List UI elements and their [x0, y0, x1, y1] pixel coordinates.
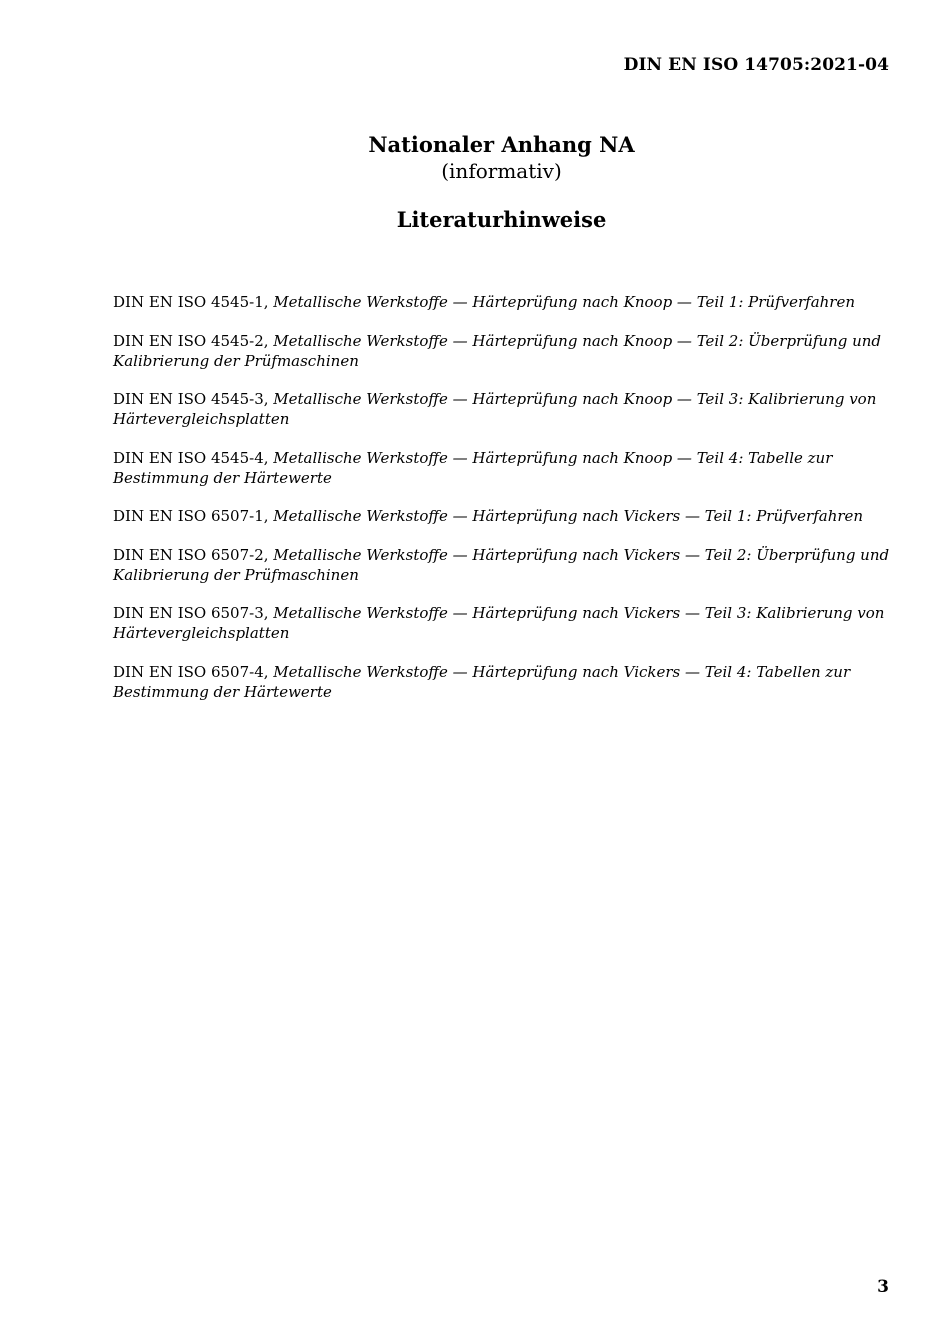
reference-item	[113, 331, 893, 371]
reference-item	[113, 292, 893, 312]
section-title: Literaturhinweise	[396, 207, 607, 232]
reference-title: Metallische Werkstoffe — Härteprüfung nach Knoop — Teil 1: Prüfverfahren	[273, 293, 856, 311]
reference-title: Metallische Werkstoffe — Härteprüfung nach Vickers — Teil 3: Kalibrierung von Härtevergleichsplatten	[113, 604, 885, 642]
reference-item	[113, 603, 893, 643]
annex-subtitle: (informativ)	[441, 159, 562, 183]
document-id: DIN EN ISO 14705:2021-04	[623, 55, 889, 75]
reference-title: Metallische Werkstoffe — Härteprüfung nach Knoop — Teil 3: Kalibrierung von Härtevergleichsplatten	[113, 390, 877, 428]
annex-title: Nationaler Anhang NA	[368, 132, 635, 157]
reference-title: Metallische Werkstoffe — Härteprüfung nach Knoop — Teil 2: Überprüfung und Kalibrierung der Prüfmaschinen	[113, 331, 882, 370]
reference-number: DIN EN ISO 4545-1,	[113, 293, 269, 311]
reference-item	[113, 389, 893, 429]
reference-list	[113, 292, 893, 720]
page-number: 3	[877, 1277, 889, 1297]
reference-number: DIN EN ISO 6507-1,	[113, 507, 269, 525]
reference-item	[113, 506, 893, 526]
reference-number: DIN EN ISO 4545-4,	[113, 448, 269, 467]
reference-item	[113, 448, 893, 488]
reference-title: Metallische Werkstoffe — Härteprüfung nach Vickers — Teil 4: Tabellen zur Bestimmung der Härtewerte	[113, 662, 851, 701]
annex-heading	[0, 132, 950, 184]
reference-number: DIN EN ISO 6507-2,	[113, 545, 269, 564]
reference-number: DIN EN ISO 4545-2,	[113, 331, 269, 350]
reference-number: DIN EN ISO 6507-3,	[113, 604, 269, 622]
reference-number: DIN EN ISO 4545-3,	[113, 390, 269, 408]
reference-title: Metallische Werkstoffe — Härteprüfung nach Knoop — Teil 4: Tabelle zur Bestimmung der Härtewerte	[113, 448, 833, 487]
reference-number: DIN EN ISO 6507-4,	[113, 662, 269, 681]
reference-item	[113, 662, 893, 702]
reference-title: Metallische Werkstoffe — Härteprüfung nach Vickers — Teil 2: Überprüfung und Kalibrierung der Prüfmaschinen	[113, 545, 890, 584]
reference-title: Metallische Werkstoffe — Härteprüfung nach Vickers — Teil 1: Prüfverfahren	[273, 507, 864, 525]
reference-item	[113, 545, 893, 585]
